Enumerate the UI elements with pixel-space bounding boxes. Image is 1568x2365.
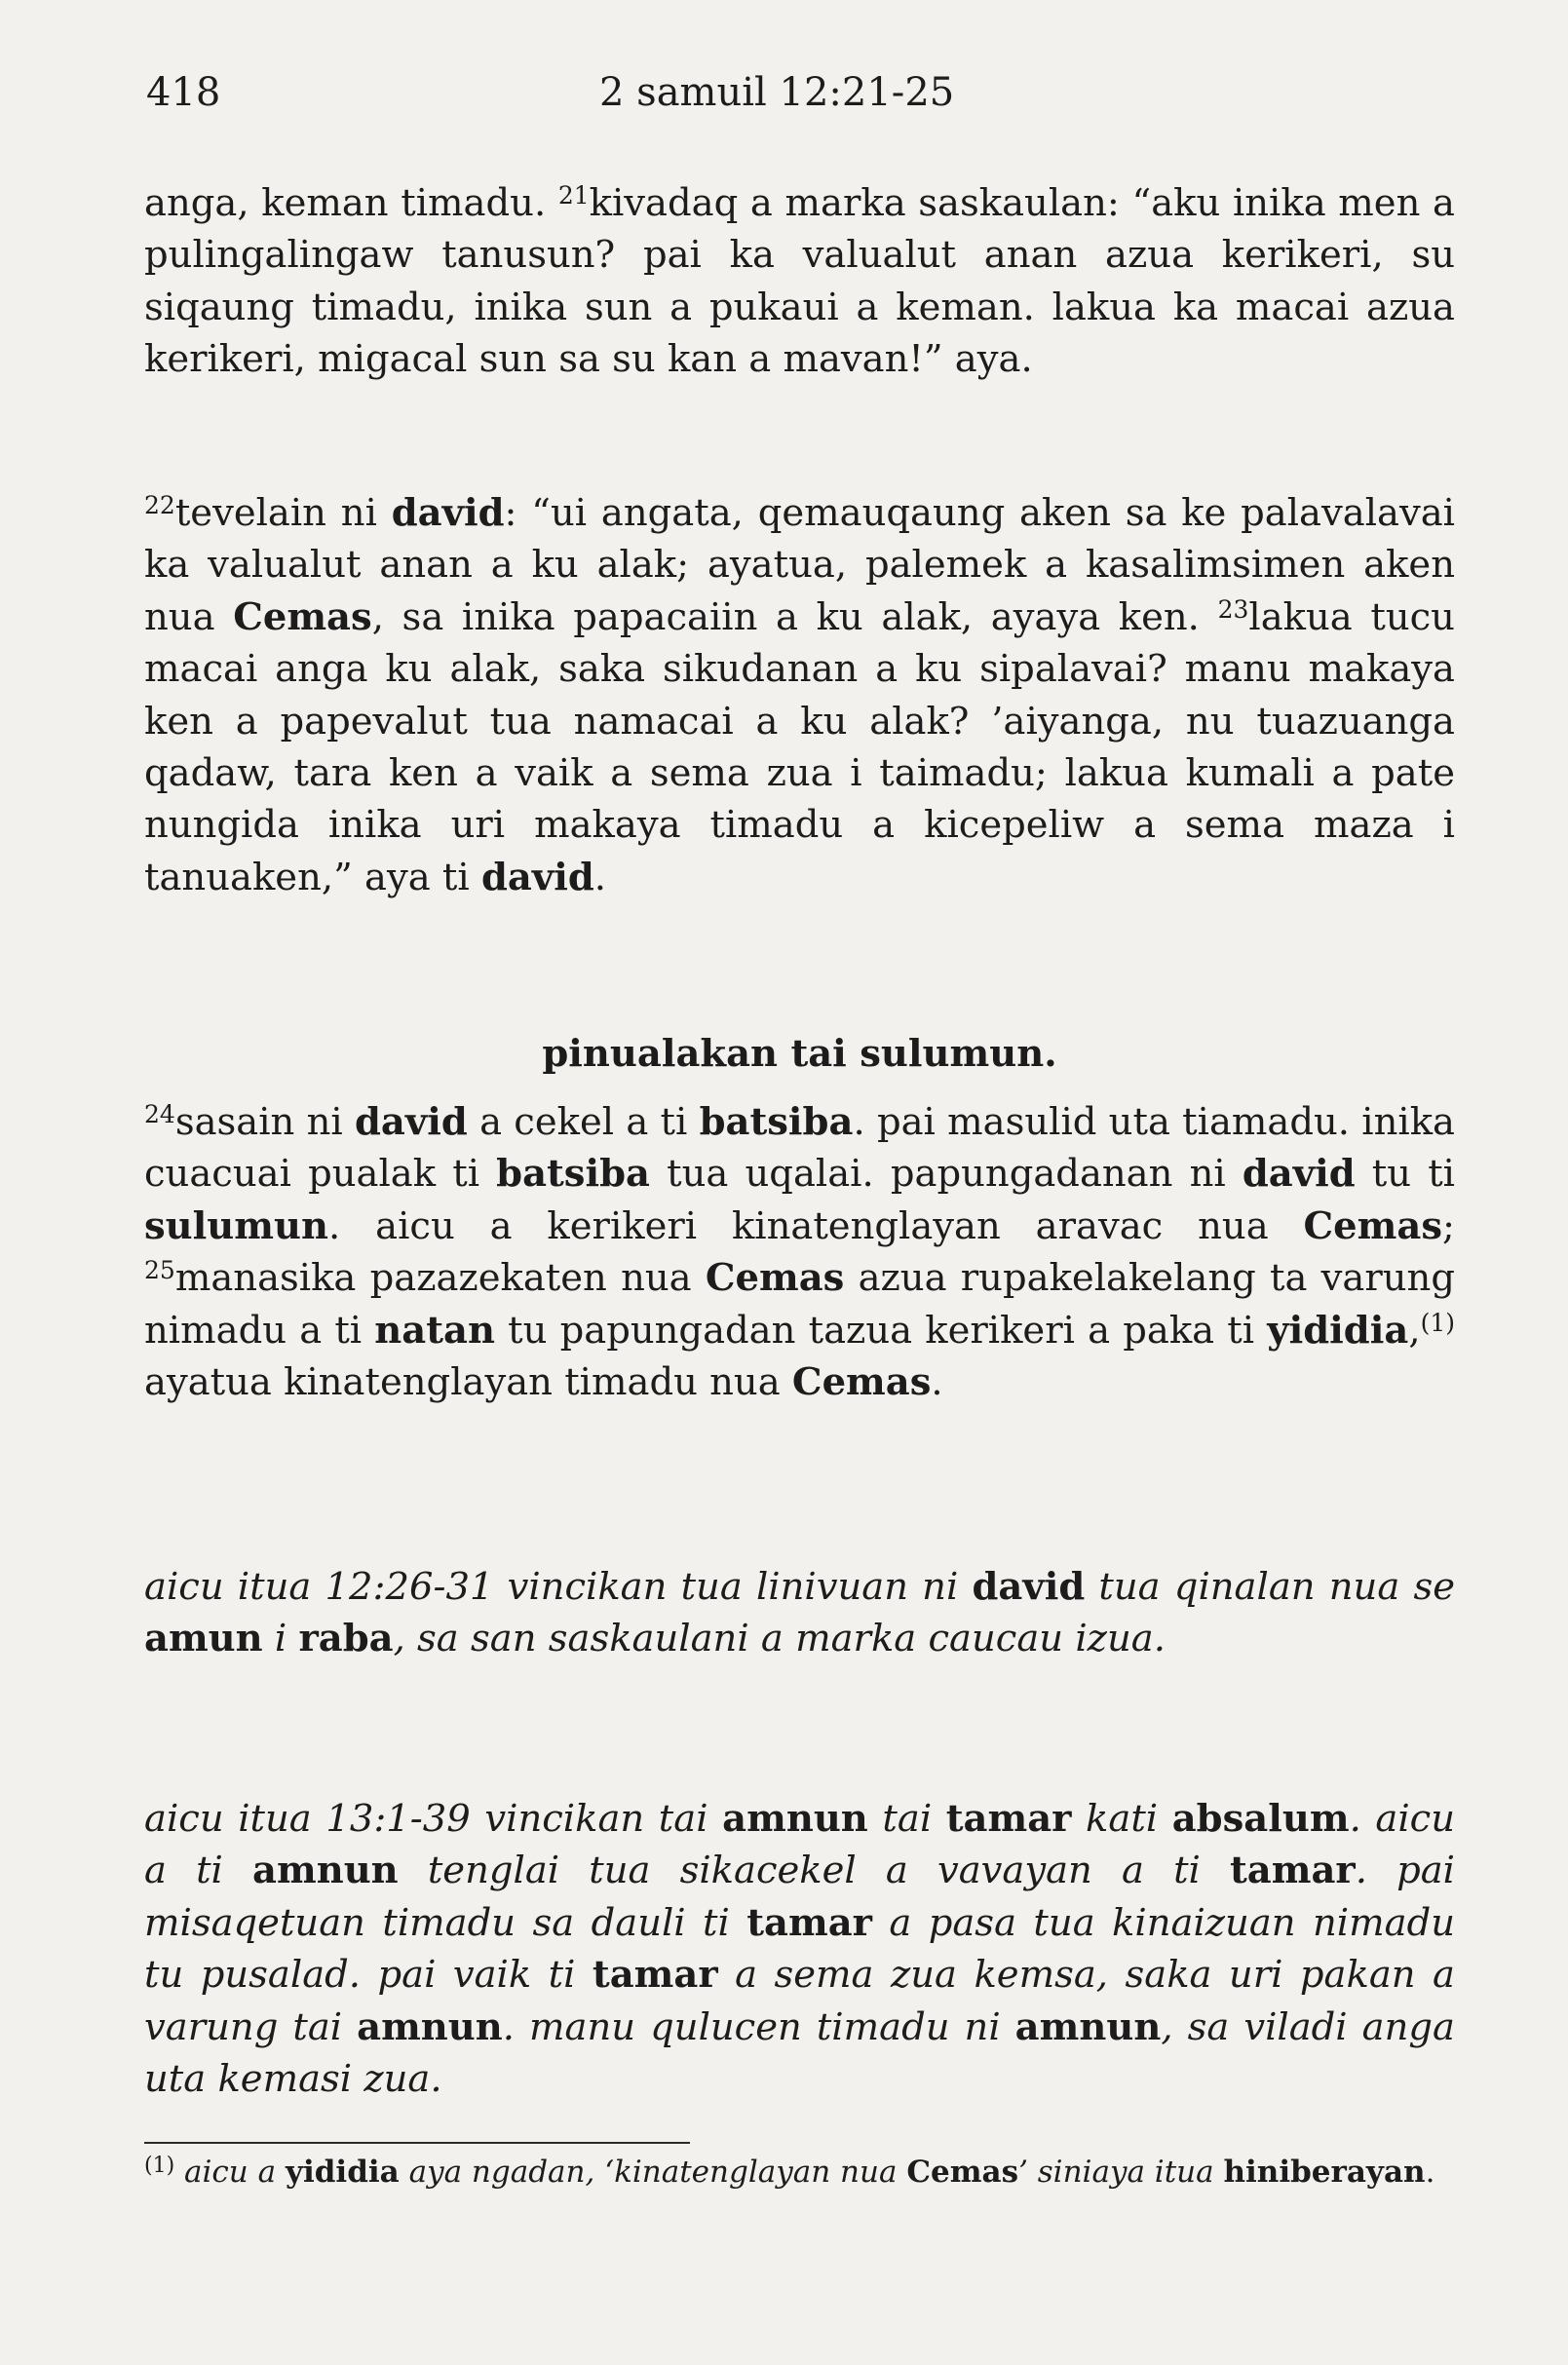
section-heading: pinualakan tai sulumun.	[542, 1032, 1057, 1076]
name-hiniberayan: hiniberayan	[1223, 2155, 1426, 2190]
name-david: david	[391, 491, 505, 535]
verse-number: 22	[144, 491, 175, 519]
footnote: $^{(1)}$ aicu a yididia aya ngadan, ‘kinatenglayan nua Cemas’ siniaya itua hiniberayan.	[144, 2154, 1435, 2190]
name-amnun: amnun	[252, 1849, 399, 1893]
name-batsiba: batsiba	[496, 1152, 650, 1197]
name-raba: raba	[298, 1617, 394, 1661]
name-cemas: Cemas	[1303, 1203, 1443, 1248]
footnote-divider	[144, 2142, 690, 2144]
name-natan: natan	[374, 1308, 495, 1353]
name-cemas: Cemas	[791, 1360, 932, 1405]
paragraph-3: $^{24}$sasain ni david a cekel a ti batsiba. pai masulid uta tiamadu. inika cuacuai pualak ti batsiba tua uqalai. papungadanan ni david tu ti sulumun. aicu a kerikeri kinatenglayan aravac nua Cemas; $^{25}$manasika pazazekaten nua Cemas azua rupakelakelang ta varung nimadu a ti natan tu papungadan tazua kerikeri a paka ti yididia,$^{(1)}$ ayatua kinatenglayan timadu nua Cemas.	[144, 1100, 1456, 1405]
name-tamar: tamar	[945, 1797, 1072, 1841]
paragraph-2: $^{22}$tevelain ni david: “ui angata, qemauqaung aken sa ke palavalavai ka valualut anan a ku alak; ayatua, palemek a kasalimsimen aken nua Cemas, sa inika papacaiin a ku alak, ayaya ken. $^{23}$lakua tucu macai anga ku alak, saka sikudanan a ku sipalavai? manu makaya ken a papevalut tua namacai a ku alak? ’aiyanga, nu tuazuanga qadaw, tara ken a vaik a sema zua i taimadu; lakua kumali a pate nungida inika uri makaya timadu a kicepeliw a sema maza i tanuaken,” aya ti david.	[144, 491, 1455, 899]
verse-number: 23	[1217, 594, 1249, 624]
summary-note-1: aicu itua 12:26-31 vincikan tua linivuan ni david tua qinalan nua se amun i raba, sa san saskaulani a marka caucau izua.	[144, 1565, 1455, 1661]
name-david: david	[972, 1565, 1086, 1609]
name-amnun: amnun	[1014, 2004, 1162, 2049]
verse-number: 25	[144, 1256, 175, 1285]
name-tamar: tamar	[1230, 1849, 1356, 1893]
footnote-reference: (1)	[1420, 1308, 1455, 1337]
running-head	[146, 70, 1452, 129]
name-cemas: Cemas	[906, 2155, 1019, 2190]
name-amnun: amnun	[357, 2004, 503, 2049]
name-yididia: yididia	[1267, 1308, 1409, 1353]
name-cemas: Cemas	[705, 1256, 845, 1301]
verse-number: 24	[144, 1100, 175, 1128]
page-number: 418	[146, 70, 221, 115]
chapter-reference: 2 samuil 12:21-25	[599, 70, 955, 115]
name-amun: amun	[144, 1617, 263, 1661]
footnote-marker: (1)	[144, 2154, 175, 2178]
verse-number: 21	[557, 181, 590, 210]
name-david: david	[1242, 1152, 1356, 1197]
paragraph-1: anga, keman timadu. $^{21}$kivadaq a marka saskaulan: “aku inika men a pulingalingaw tanusun? pai ka valualut anan azua kerikeri, su siqaung timadu, inika sun a pukaui a keman. lakua ka macai azua kerikeri, migacal sun sa su kan a mavan!” aya.	[144, 181, 1455, 382]
name-cemas: Cemas	[233, 594, 372, 639]
name-sulumun: sulumun	[144, 1203, 329, 1248]
name-amnun: amnun	[722, 1797, 868, 1841]
name-david: david	[480, 855, 594, 899]
name-david: david	[355, 1100, 468, 1144]
summary-note-2: aicu itua 13:1-39 vincikan tai amnun tai tamar kati absalum. aicu a ti amnun tenglai tua sikacekel a vavayan a ti tamar. pai misaqetuan timadu sa dauli ti tamar a pasa tua kinaizuan nimadu tu pusalad. pai vaik ti tamar a sema zua kemsa, saka uri pakan a varung tai amnun. manu qulucen timadu ni amnun, sa viladi anga uta kemasi zua.	[144, 1797, 1456, 2102]
name-tamar: tamar	[592, 1953, 718, 1998]
name-batsiba: batsiba	[699, 1100, 854, 1144]
name-yididia: yididia	[285, 2155, 400, 2190]
name-absalum: absalum	[1171, 1797, 1350, 1841]
name-tamar: tamar	[746, 1900, 872, 1945]
